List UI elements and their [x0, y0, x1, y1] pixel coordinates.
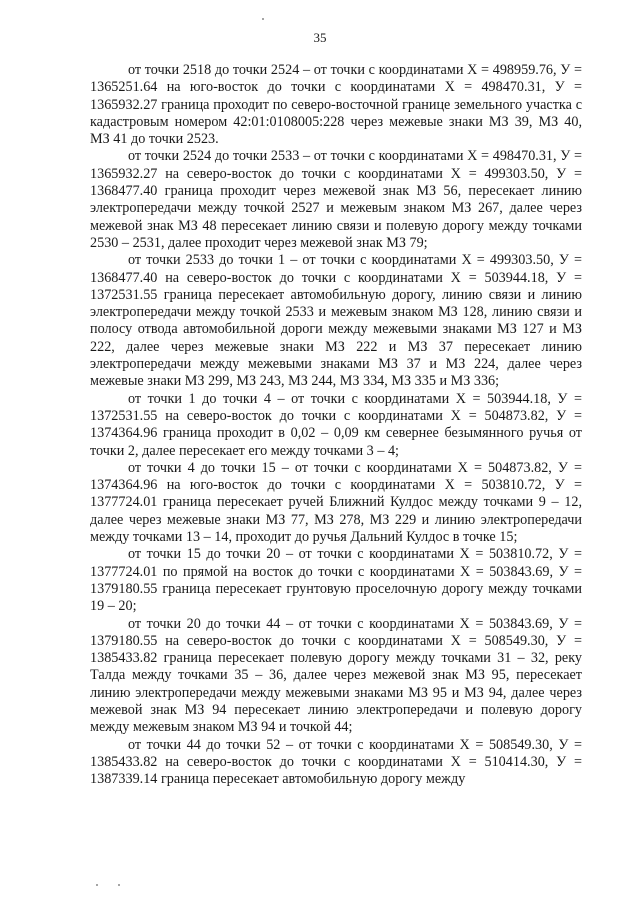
document-body: [90, 62, 582, 788]
boundary-paragraph: от точки 20 до точки 44 – от точки с координатами Х = 503843.69, У = 1379180.55 на северо-восток до точки с координатами Х = 508549.30, У = 1385433.82 граница пересекает полевую дорогу между точками 31 – 32, реку Талда между точками 35 – 36, далее через межевой знак МЗ 95, пересекает линию электропередачи между межевыми знаками МЗ 95 и МЗ 94, далее через межевой знак МЗ 94 пересекает линию электропередачи и полевую дорогу между межевым знаком МЗ 94 и точкой 44;: [90, 615, 582, 736]
boundary-paragraph: от точки 2533 до точки 1 – от точки с координатами Х = 499303.50, У = 1368477.40 на северо-восток до точки с координатами Х = 503944.18, У = 1372531.55 граница пересекает автомобильную дорогу, линию связи и линию электропередачи между точкой 2533 и межевым знаком МЗ 128, линию связи и полосу отвода автомобильной дороги между межевыми знаками МЗ 127 и МЗ 222, далее через межевые знаки МЗ 222 и МЗ 37 пересекает линию электропередачи между межевыми знаками МЗ 37 и МЗ 224, далее через межевые знаки МЗ 299, МЗ 243, МЗ 244, МЗ 334, МЗ 335 и МЗ 336;: [90, 252, 582, 390]
scan-speck: [118, 884, 120, 886]
boundary-paragraph: от точки 2518 до точки 2524 – от точки с координатами Х = 498959.76, У = 1365251.64 на юго-восток до точки с координатами Х = 498470.31, У = 1365932.27 граница проходит по северо-восточной границе земельного участка с кадастровым номером 42:01:0108005:228 через межевые знаки МЗ 39, МЗ 40, МЗ 41 до точки 2523.: [90, 62, 582, 148]
boundary-paragraph: от точки 2524 до точки 2533 – от точки с координатами Х = 498470.31, У = 1365932.27 на северо-восток до точки с координатами Х = 499303.50, У = 1368477.40 граница проходит через межевой знак МЗ 56, пересекает линию электропередачи между точкой 2527 и межевым знаком МЗ 267, далее через межевой знак МЗ 48 пересекает линию связи и полевую дорогу между точками 2530 – 2531, далее проходит через межевой знак МЗ 79;: [90, 148, 582, 251]
scan-speck: [96, 884, 98, 886]
boundary-paragraph: от точки 44 до точки 52 – от точки с координатами Х = 508549.30, У = 1385433.82 на северо-восток до точки с координатами Х = 510414.30, У = 1387339.14 граница пересекает автомобильную дорогу между: [90, 736, 582, 788]
boundary-paragraph: от точки 4 до точки 15 – от точки с координатами Х = 504873.82, У = 1374364.96 на юго-восток до точки с координатами Х = 503810.72, У = 1377724.01 граница пересекает ручей Ближний Кулдос между точками 9 – 12, далее через межевые знаки МЗ 77, МЗ 278, МЗ 229 и линию электропередачи между точками 13 – 14, проходит до ручья Дальний Кулдос в точке 15;: [90, 459, 582, 546]
boundary-paragraph: от точки 1 до точки 4 – от точки с координатами Х = 503944.18, У = 1372531.55 на северо-восток до точки с координатами Х = 504873.82, У = 1374364.96 граница проходит в 0,02 – 0,09 км севернее безымянного ручья от точки 2, далее пересекает его между точками 3 – 4;: [90, 390, 582, 459]
page-number: 35: [313, 30, 327, 45]
boundary-paragraph: от точки 15 до точки 20 – от точки с координатами Х = 503810.72, У = 1377724.01 по прямой на восток до точки с координатами Х = 503843.69, У = 1379180.55 граница пересекает грунтовую проселочную дорогу между точками 19 – 20;: [90, 546, 582, 615]
scan-speck: [262, 18, 264, 20]
